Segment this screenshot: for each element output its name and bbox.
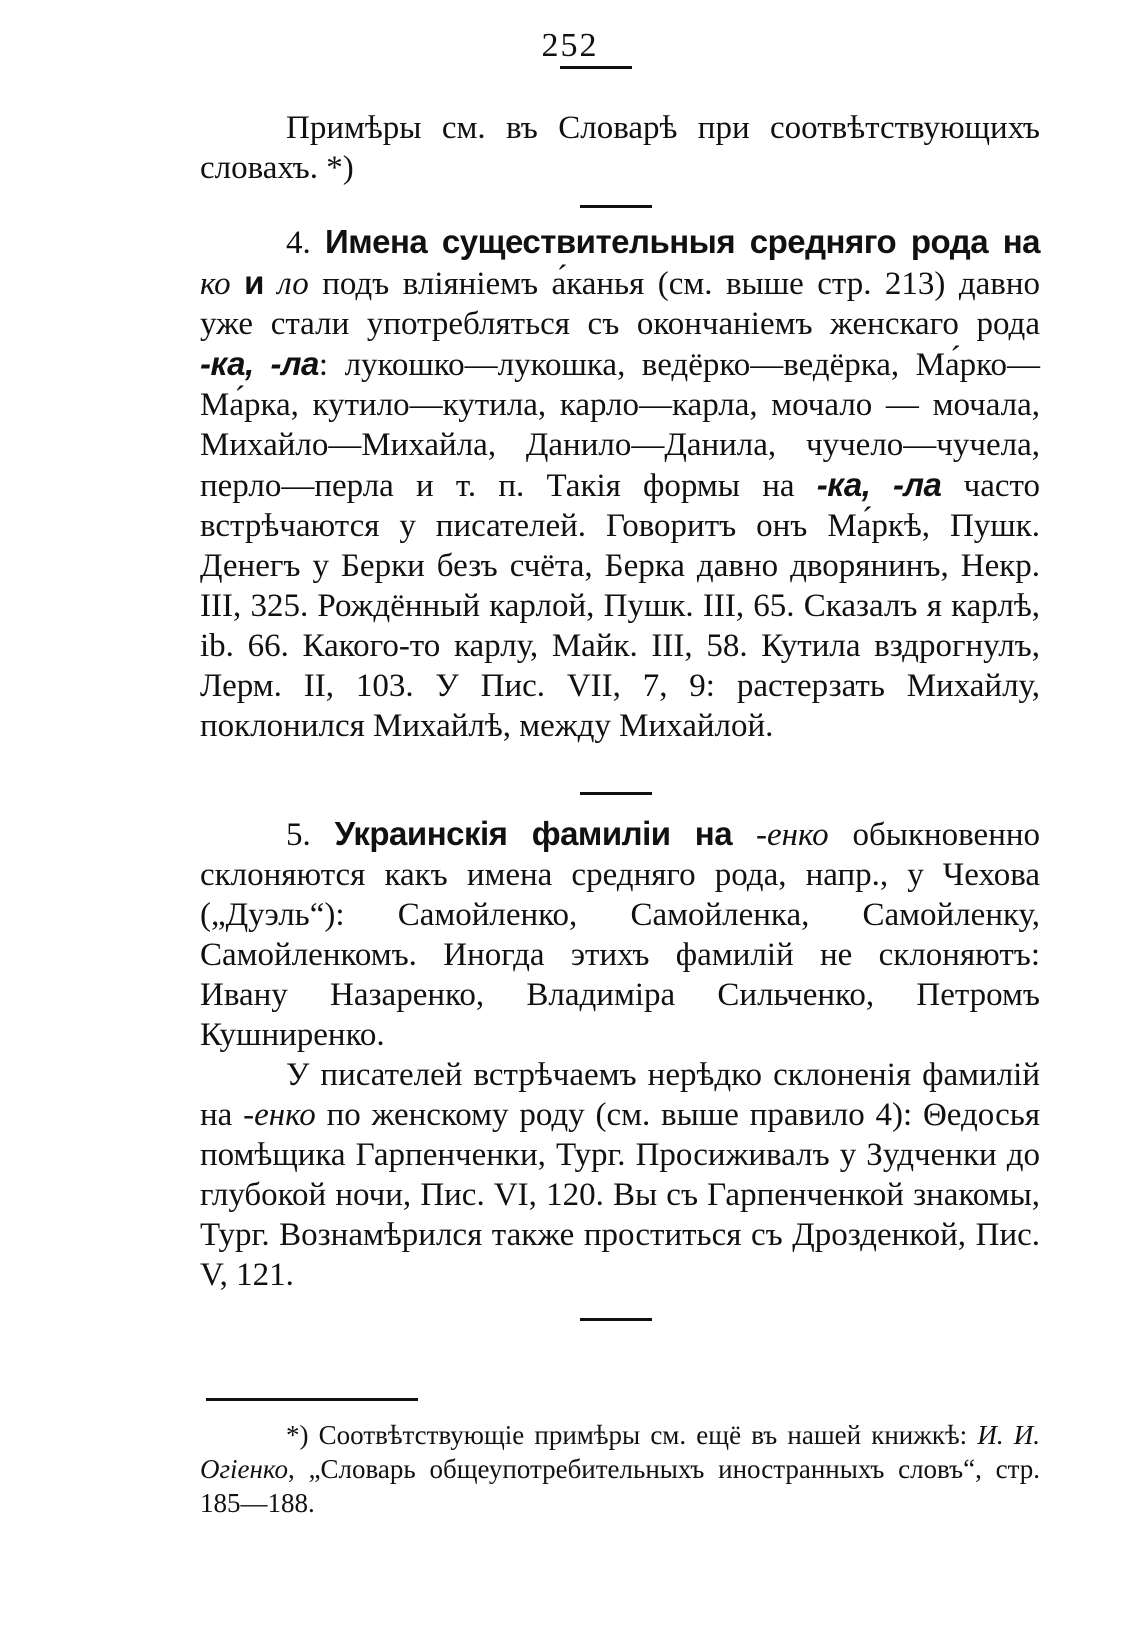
- section-4-paragraph: [200, 222, 1040, 746]
- section-4-text-2: : лукошко—лукошка, ведёрко—ведёрка, Ма́рко—Ма́рка, кутило—кутила, карло—карла, мочало — мочала, Михайло—Михайла, Данило—Данила, чучело—чучела, перло—перла и т. п. Такія формы на: [200, 347, 1040, 504]
- section-4-ending-ko: ко: [200, 266, 231, 302]
- section-4-heading: Имена существительныя средняго рода на: [324, 223, 1040, 260]
- footnote-author: И. И. Огіенко: [200, 1420, 1041, 1484]
- section-4: [200, 222, 1040, 746]
- section-5-text-2b: по женскому роду (см. выше правило 4): Θедосья помѣщика Гарпенченки, Тург. Просиживалъ у Зудченки до глубокой ночи, Пис. VI, 120. Вы съ Гарпенченкой знакомы, Тург. Вознамѣрился также проститься съ Дрозденкой, Пис. V, 121.: [200, 1097, 1041, 1293]
- section-4-ending-lo: ло: [277, 266, 309, 302]
- intro-block: [200, 108, 1040, 188]
- page-number-rule: [560, 66, 632, 69]
- section-4-number: 4.: [286, 225, 311, 261]
- section-4-text-3: часто встрѣчаются у писателей. Говоритъ онъ Ма́ркѣ, Пушк. Денегъ у Берки безъ счёта, Берка давно дворянинъ, Некр. III, 325. Рождённый карлой, Пушк. III, 65. Сказалъ я карлѣ, ib. 66. Какого-то карлу, Майк. III, 58. Кутила вздрогнулъ, Лерм. II, 103. У Пис. VII, 7, 9: растерзать Михайлу, поклонился Михайлѣ, между Михайлой.: [200, 468, 1040, 744]
- page-number: 252: [541, 27, 599, 64]
- footnote-text-1: Соотвѣтствующіе примѣры см. ещё въ нашей книжкѣ:: [318, 1420, 968, 1450]
- section-5-paragraph-2: [200, 1055, 1040, 1295]
- footnote-rule: [206, 1398, 418, 1401]
- section-5-heading: Украинскія фамиліи на: [334, 815, 733, 852]
- section-4-text-1: подъ вліяніемъ а́канья (см. выше стр. 213) давно уже стали употребляться съ окончаніемъ женскаго рода: [200, 266, 1041, 342]
- section-4-ending-ka-la-2: -ка, -ла: [816, 466, 942, 503]
- section-separator-1: [580, 205, 652, 208]
- section-5-ending-enko: -енко: [755, 817, 829, 853]
- section-5-text-1: обыкновенно склоняются какъ имена средняго рода, напр., у Чехова („Дуэль“): Самойленко, Самойленка, Самойленку, Самойленкомъ. Иногда этихъ фамилій не склоняютъ: Ивану Назаренко, Владиміра Сильченко, Петромъ Кушниренко.: [200, 817, 1041, 1053]
- footnote-text-2: , „Словарь общеупотребительныхъ иностранныхъ словъ“, стр. 185—188.: [200, 1454, 1040, 1518]
- intro-paragraph: Примѣры см. въ Словарѣ при соотвѣтствующихъ словахъ. *): [200, 110, 1040, 186]
- section-5-paragraph-1: [200, 814, 1040, 1055]
- section-5: [200, 814, 1040, 1295]
- section-separator-3: [580, 1318, 652, 1321]
- footnote-mark: *): [286, 1420, 309, 1450]
- footnote-paragraph: [200, 1418, 1040, 1520]
- footnote: [200, 1418, 1040, 1520]
- section-4-ending-ka-la: -ка, -ла: [200, 345, 319, 382]
- section-5-number: 5.: [286, 817, 311, 853]
- section-5-text-2a: У писателей встрѣчаемъ нерѣдко склоненія фамилій на: [200, 1057, 1040, 1133]
- section-4-and: и: [244, 264, 264, 301]
- section-5-ending-enko-2: -енко: [243, 1097, 316, 1133]
- section-separator-2: [580, 792, 652, 795]
